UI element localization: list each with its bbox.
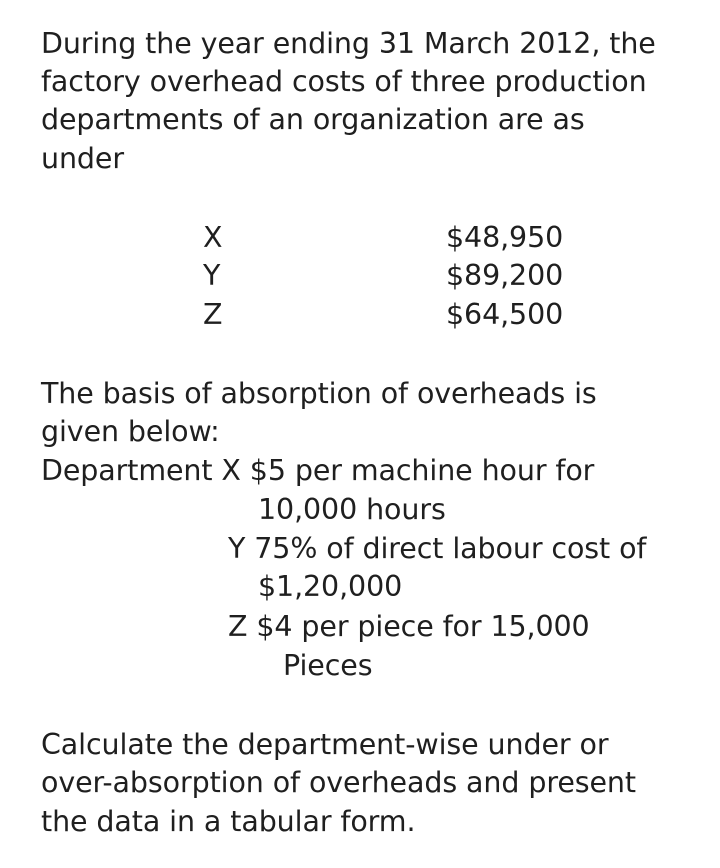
intro-line-4: under <box>41 142 124 175</box>
cost-dept-x: X <box>203 221 223 254</box>
basis-heading-line-1: The basis of absorption of overheads is <box>41 377 597 410</box>
question-line-3: the data in a tabular form. <box>41 805 416 838</box>
intro-line-1: During the year ending 31 March 2012, the <box>41 27 656 60</box>
intro-line-3: departments of an organization are as <box>41 103 585 136</box>
basis-dept-y-line-2: $1,20,000 <box>258 570 403 603</box>
basis-dept-x-line-2: 10,000 hours <box>258 493 446 526</box>
cost-amount-x: $48,950 <box>446 221 564 254</box>
cost-amount-y: $89,200 <box>446 259 564 292</box>
intro-line-2: factory overhead costs of three production <box>41 65 647 98</box>
basis-dept-y-line-1: Y 75% of direct labour cost of <box>228 532 647 565</box>
cost-dept-y: Y <box>203 259 221 292</box>
basis-dept-z-line-1: Z $4 per piece for 15,000 <box>228 610 590 643</box>
basis-dept-z-line-2: Pieces <box>283 649 373 682</box>
question-line-2: over-absorption of overheads and present <box>41 766 636 799</box>
basis-heading-line-2: given below: <box>41 415 220 448</box>
cost-dept-z: Z <box>203 298 223 331</box>
basis-dept-x-line-1: Department X $5 per machine hour for <box>41 454 595 487</box>
question-line-1: Calculate the department-wise under or <box>41 728 609 761</box>
cost-amount-z: $64,500 <box>446 298 564 331</box>
